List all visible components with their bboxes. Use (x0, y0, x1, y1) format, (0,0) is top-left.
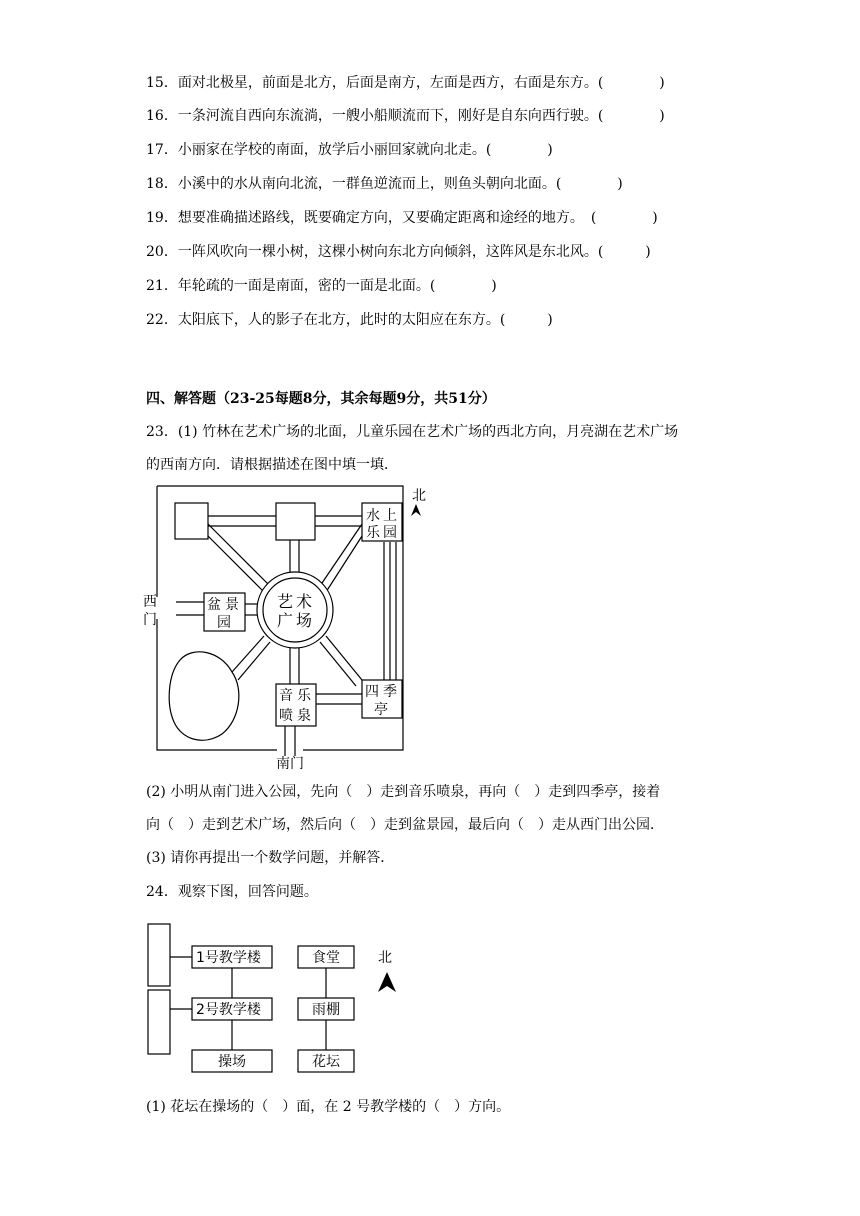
flowerbed-label: 花坛 (312, 1054, 340, 1070)
plaza-3: 广 (277, 611, 294, 630)
fountain-4: 泉 (297, 708, 311, 724)
plaza-2: 术 (296, 592, 313, 611)
water-park-1: 水 (366, 508, 380, 524)
water-park-4: 园 (383, 525, 397, 541)
building1-label: 1号教学楼 (196, 950, 261, 966)
west-gate-label-1: 西 (143, 594, 157, 610)
q24-part1: (1) 花坛在操场的（ ）面，在 2 号教学楼的（ ）方向。 (146, 1099, 511, 1115)
q23-part2-line2: 向（ ）走到艺术广场，然后向（ ）走到盆景园，最后向（ ）走从西门出公园． (146, 817, 664, 833)
building2-label: 2号教学楼 (196, 1002, 261, 1018)
shed-label: 雨棚 (312, 1002, 340, 1018)
bonsai-1: 盆 (207, 597, 221, 613)
bonsai-2: 景 (225, 597, 239, 613)
q23-part3: (3) 请你再提出一个数学问题，并解答． (146, 850, 395, 866)
question-22: 22．太阳底下，人的影子在北方，此时的太阳应在东方。( ) (146, 312, 553, 328)
pavilion-3: 亭 (374, 702, 388, 718)
pavilion-2: 季 (383, 684, 397, 700)
pavilion-1: 四 (365, 684, 379, 700)
park-map (140, 484, 440, 776)
canteen-label: 食堂 (312, 950, 340, 966)
question-19: 19．想要准确描述路线，既要确定方向，又要确定距离和途经的地方。 ( ) (146, 210, 658, 226)
school-map (140, 920, 410, 1080)
q24-intro: 24．观察下图，回答问题。 (146, 884, 318, 900)
q23-part1-line2: 的西南方向．请根据描述在图中填一填． (146, 457, 398, 473)
question-15: 15．面对北极星，前面是北方，后面是南方，左面是西方，右面是东方。( ) (146, 75, 665, 91)
west-gate-label-2: 门 (143, 612, 157, 628)
water-park-3: 乐 (366, 525, 380, 541)
north-label: 北 (412, 488, 426, 504)
fountain-2: 乐 (297, 688, 311, 704)
section-title: 四、解答题（23-25每题8分，其余每题9分，共51分） (146, 391, 496, 407)
q23-part1-line1: 23．(1) 竹林在艺术广场的北面，儿童乐园在艺术广场的西北方向，月亮湖在艺术广场 (146, 424, 679, 440)
north-arrow-icon (411, 504, 421, 516)
south-gate-label: 南门 (276, 756, 304, 772)
bonsai-3: 园 (217, 615, 231, 631)
north-label-2: 北 (378, 950, 392, 966)
fountain-1: 音 (279, 688, 293, 704)
plaza-4: 场 (296, 611, 313, 630)
plaza-1: 艺 (277, 592, 294, 611)
question-17: 17．小丽家在学校的南面，放学后小丽回家就向北走。( ) (146, 142, 553, 158)
question-20: 20．一阵风吹向一棵小树，这棵小树向东北方向倾斜，这阵风是东北风。( ) (146, 244, 651, 260)
question-21: 21．年轮疏的一面是南面，密的一面是北面。( ) (146, 278, 497, 294)
q23-part2-line1: (2) 小明从南门进入公园，先向（ ）走到音乐喷泉，再向（ ）走到四季亭，接着 (146, 784, 661, 800)
question-18: 18．小溪中的水从南向北流，一群鱼逆流而上，则鱼头朝向北面。( ) (146, 176, 623, 192)
water-park-2: 上 (383, 508, 397, 524)
fountain-3: 喷 (279, 708, 293, 724)
playground-label: 操场 (218, 1054, 246, 1070)
question-16: 16．一条河流自西向东流淌，一艘小船顺流而下，刚好是自东向西行驶。( ) (146, 108, 665, 124)
north-arrow-icon-2 (378, 972, 396, 992)
